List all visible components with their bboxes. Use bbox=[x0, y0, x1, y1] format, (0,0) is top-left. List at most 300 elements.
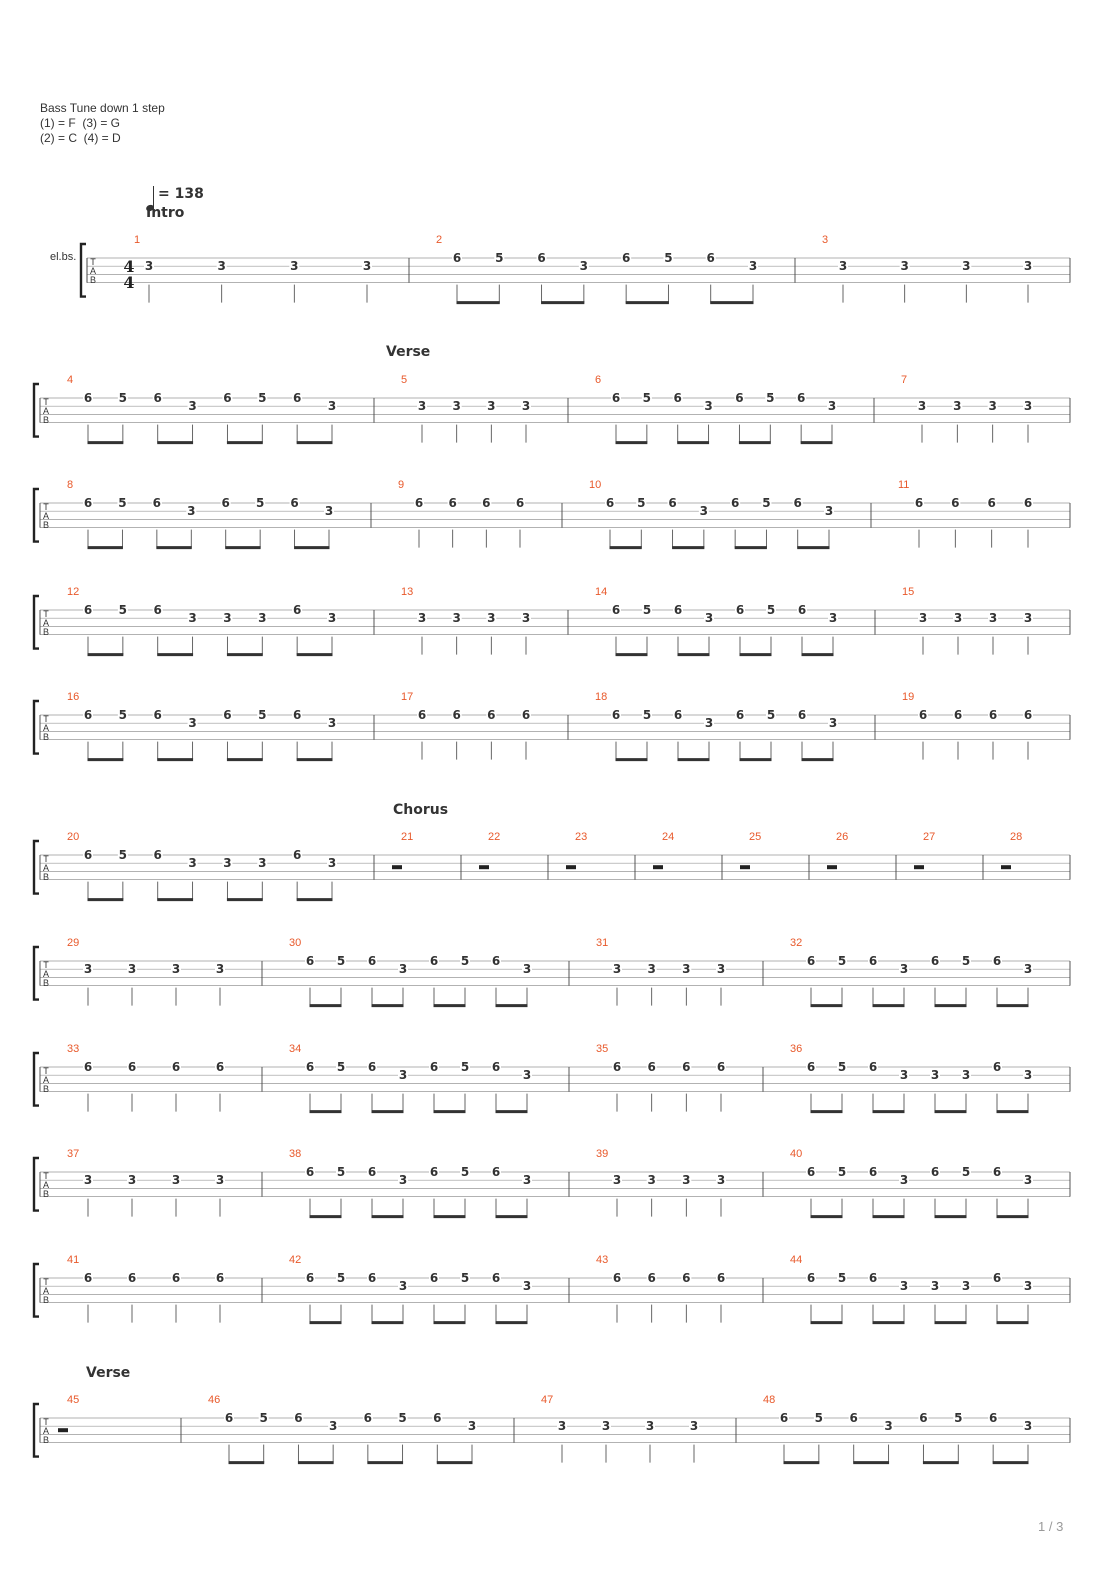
fret-number: 5 bbox=[495, 251, 504, 265]
measure-number: 23 bbox=[575, 831, 588, 843]
fret-number: 3 bbox=[1023, 1173, 1033, 1188]
fret-number: 5 bbox=[642, 603, 652, 617]
fret-number: 3 bbox=[1023, 1068, 1033, 1083]
fret-number: 3 bbox=[217, 259, 226, 274]
fret-number: 6 bbox=[83, 1060, 93, 1074]
fret-number: 5 bbox=[118, 848, 128, 862]
fret-number: 6 bbox=[668, 496, 677, 510]
fret-number: 3 bbox=[171, 962, 181, 977]
measure-number: 8 bbox=[67, 479, 74, 491]
tab-clef-letter: A bbox=[42, 863, 50, 873]
fret-number: 6 bbox=[292, 708, 302, 722]
fret-number: 6 bbox=[487, 708, 496, 722]
fret-number: 6 bbox=[491, 954, 501, 968]
fret-number: 3 bbox=[699, 504, 709, 519]
measure-number: 24 bbox=[662, 831, 675, 843]
measure-number: 41 bbox=[67, 1254, 80, 1266]
measure-number: 22 bbox=[488, 831, 501, 843]
fret-number: 6 bbox=[367, 1271, 377, 1285]
fret-number: 6 bbox=[153, 848, 162, 862]
fret-number: 6 bbox=[491, 1271, 501, 1285]
tab-clef-letter: A bbox=[42, 969, 50, 979]
fret-number: 6 bbox=[951, 496, 960, 510]
fret-number: 5 bbox=[258, 391, 267, 405]
rest-icon bbox=[914, 865, 924, 869]
fret-number: 6 bbox=[673, 708, 683, 722]
measure-number: 33 bbox=[67, 1043, 80, 1055]
fret-number: 3 bbox=[962, 259, 971, 274]
system-bracket bbox=[34, 701, 39, 754]
fret-number: 6 bbox=[992, 1165, 1002, 1179]
fret-number: 6 bbox=[992, 1060, 1002, 1074]
fret-number: 6 bbox=[706, 251, 715, 265]
measure-number: 17 bbox=[401, 691, 414, 703]
tab-clef-letter: T bbox=[43, 1277, 49, 1287]
fret-number: 6 bbox=[716, 1060, 726, 1074]
measure-number: 1 bbox=[134, 234, 141, 246]
fret-number: 3 bbox=[899, 1173, 909, 1188]
fret-number: 6 bbox=[305, 1060, 315, 1074]
fret-number: 3 bbox=[83, 962, 93, 977]
measure-number: 21 bbox=[401, 831, 414, 843]
fret-number: 5 bbox=[118, 496, 127, 510]
fret-number: 3 bbox=[1023, 611, 1033, 626]
fret-number: 3 bbox=[258, 611, 267, 626]
tab-clef-letter: B bbox=[42, 1295, 50, 1305]
fret-number: 6 bbox=[153, 391, 162, 405]
fret-number: 5 bbox=[954, 1411, 963, 1425]
measure-number: 47 bbox=[541, 1394, 554, 1406]
fret-number: 6 bbox=[152, 496, 162, 510]
measure-number: 29 bbox=[67, 937, 80, 949]
fret-number: 5 bbox=[837, 954, 847, 968]
fret-number: 6 bbox=[482, 496, 491, 510]
tab-clef-letter: T bbox=[43, 854, 49, 864]
fret-number: 3 bbox=[930, 1068, 940, 1083]
measure-number: 5 bbox=[401, 374, 408, 386]
fret-number: 5 bbox=[336, 954, 346, 968]
fret-number: 6 bbox=[127, 1060, 137, 1074]
system-bracket bbox=[34, 1158, 39, 1211]
fret-number: 5 bbox=[766, 708, 776, 722]
tab-clef-letter: B bbox=[42, 978, 50, 988]
fret-number: 6 bbox=[215, 1060, 225, 1074]
fret-number: 6 bbox=[305, 954, 315, 968]
fret-number: 6 bbox=[1023, 708, 1033, 722]
fret-number: 3 bbox=[899, 1279, 909, 1294]
fret-number: 6 bbox=[153, 603, 162, 617]
fret-number: 6 bbox=[292, 603, 302, 617]
fret-number: 6 bbox=[953, 708, 963, 722]
fret-number: 6 bbox=[779, 1411, 789, 1425]
rest-icon bbox=[392, 865, 402, 869]
fret-number: 6 bbox=[429, 1165, 439, 1179]
time-signature-bottom: 4 bbox=[123, 273, 135, 292]
fret-number: 3 bbox=[452, 611, 461, 626]
fret-number: 5 bbox=[118, 391, 128, 405]
fret-number: 3 bbox=[1023, 399, 1033, 414]
rest-icon bbox=[653, 865, 663, 869]
measure-number: 12 bbox=[67, 586, 80, 598]
fret-number: 6 bbox=[433, 1411, 442, 1425]
measure-number: 27 bbox=[923, 831, 936, 843]
fret-number: 3 bbox=[127, 962, 137, 977]
fret-number: 3 bbox=[83, 1173, 93, 1188]
system-bracket bbox=[34, 596, 39, 649]
fret-number: 6 bbox=[868, 1165, 878, 1179]
fret-number: 3 bbox=[522, 1068, 532, 1083]
fret-number: 6 bbox=[612, 1271, 622, 1285]
measure-number: 10 bbox=[589, 479, 602, 491]
rest-icon bbox=[566, 865, 576, 869]
fret-number: 3 bbox=[647, 1173, 656, 1188]
fret-number: 6 bbox=[215, 1271, 225, 1285]
fret-number: 6 bbox=[730, 496, 740, 510]
fret-number: 3 bbox=[682, 1173, 691, 1188]
fret-number: 6 bbox=[223, 391, 232, 405]
fret-number: 6 bbox=[735, 603, 745, 617]
tab-clef-letter: B bbox=[42, 732, 50, 742]
fret-number: 3 bbox=[327, 716, 337, 731]
fret-number: 6 bbox=[919, 1411, 928, 1425]
fret-number: 6 bbox=[930, 1165, 940, 1179]
fret-number: 3 bbox=[398, 1068, 408, 1083]
tempo-value: = 138 bbox=[158, 186, 204, 202]
fret-number: 6 bbox=[83, 391, 93, 405]
fret-number: 3 bbox=[612, 962, 622, 977]
fret-number: 5 bbox=[336, 1060, 346, 1074]
fret-number: 6 bbox=[290, 496, 299, 510]
measure-number: 2 bbox=[436, 234, 443, 246]
fret-number: 3 bbox=[645, 1419, 655, 1434]
fret-number: 6 bbox=[367, 1060, 377, 1074]
fret-number: 6 bbox=[735, 391, 744, 405]
fret-number: 3 bbox=[884, 1419, 893, 1434]
fret-number: 3 bbox=[327, 611, 337, 626]
tuning-line: (2) = C (4) = D bbox=[40, 131, 121, 145]
fret-number: 6 bbox=[83, 1271, 93, 1285]
fret-number: 3 bbox=[417, 611, 427, 626]
tab-clef-letter: B bbox=[89, 275, 97, 285]
tuning-line: Bass Tune down 1 step bbox=[40, 101, 165, 115]
fret-number: 6 bbox=[515, 496, 525, 510]
system-bracket bbox=[81, 244, 86, 297]
fret-number: 6 bbox=[868, 1271, 878, 1285]
fret-number: 6 bbox=[806, 954, 816, 968]
measure-number: 48 bbox=[763, 1394, 776, 1406]
measure-number: 15 bbox=[902, 586, 915, 598]
tab-clef-letter: T bbox=[43, 609, 49, 619]
measure-number: 28 bbox=[1010, 831, 1023, 843]
tab-clef-letter: T bbox=[43, 960, 49, 970]
fret-number: 5 bbox=[766, 391, 775, 405]
tab-clef-letter: T bbox=[43, 1066, 49, 1076]
fret-number: 6 bbox=[806, 1271, 816, 1285]
fret-number: 6 bbox=[292, 391, 302, 405]
fret-number: 3 bbox=[689, 1419, 699, 1434]
measure-number: 6 bbox=[595, 374, 602, 386]
fret-number: 6 bbox=[127, 1271, 137, 1285]
tab-clef-letter: A bbox=[42, 406, 50, 416]
fret-number: 6 bbox=[621, 251, 631, 265]
section-label-verse-2: Verse bbox=[86, 1365, 131, 1381]
fret-number: 3 bbox=[953, 611, 963, 626]
fret-number: 6 bbox=[221, 496, 230, 510]
fret-number: 3 bbox=[918, 611, 928, 626]
fret-number: 6 bbox=[83, 603, 93, 617]
fret-number: 5 bbox=[837, 1271, 847, 1285]
fret-number: 3 bbox=[557, 1419, 567, 1434]
fret-number: 6 bbox=[793, 496, 802, 510]
fret-number: 3 bbox=[362, 259, 372, 274]
fret-number: 3 bbox=[398, 1279, 408, 1294]
fret-number: 5 bbox=[336, 1271, 346, 1285]
fret-number: 3 bbox=[467, 1419, 477, 1434]
fret-number: 3 bbox=[704, 611, 714, 626]
fret-number: 6 bbox=[521, 708, 531, 722]
fret-number: 3 bbox=[327, 856, 337, 871]
measure-number: 36 bbox=[790, 1043, 803, 1055]
fret-number: 3 bbox=[215, 962, 225, 977]
fret-number: 3 bbox=[647, 962, 656, 977]
instrument-label: el.bs. bbox=[50, 251, 77, 263]
fret-number: 5 bbox=[118, 603, 128, 617]
fret-number: 5 bbox=[766, 603, 776, 617]
fret-number: 5 bbox=[814, 1411, 824, 1425]
tab-clef-letter: A bbox=[42, 723, 50, 733]
fret-number: 3 bbox=[828, 611, 838, 626]
fret-number: 3 bbox=[521, 399, 531, 414]
fret-number: 6 bbox=[223, 708, 232, 722]
tab-clef-letter: A bbox=[89, 266, 97, 276]
fret-number: 3 bbox=[1023, 1279, 1033, 1294]
time-signature-top: 4 bbox=[123, 257, 135, 276]
tab-clef-letter: A bbox=[42, 1180, 50, 1190]
fret-number: 6 bbox=[537, 251, 546, 265]
fret-number: 3 bbox=[704, 399, 713, 414]
tab-clef-letter: A bbox=[42, 1426, 50, 1436]
fret-number: 5 bbox=[642, 391, 652, 405]
fret-number: 3 bbox=[521, 611, 531, 626]
fret-number: 3 bbox=[988, 611, 998, 626]
fret-number: 5 bbox=[837, 1060, 847, 1074]
fret-number: 6 bbox=[868, 1060, 878, 1074]
system-bracket bbox=[34, 1264, 39, 1317]
tab-clef-letter: A bbox=[42, 511, 50, 521]
fret-number: 6 bbox=[806, 1165, 816, 1179]
measure-number: 18 bbox=[595, 691, 608, 703]
rest-icon bbox=[58, 1428, 68, 1432]
tab-clef-letter: T bbox=[43, 714, 49, 724]
fret-number: 6 bbox=[83, 496, 93, 510]
fret-number: 5 bbox=[460, 1060, 470, 1074]
fret-number: 5 bbox=[255, 496, 265, 510]
fret-number: 3 bbox=[827, 399, 837, 414]
measure-number: 46 bbox=[208, 1394, 221, 1406]
fret-number: 3 bbox=[899, 1068, 909, 1083]
tab-clef-letter: B bbox=[42, 415, 50, 425]
measure-number: 11 bbox=[898, 479, 910, 491]
fret-number: 3 bbox=[961, 1279, 971, 1294]
fret-number: 6 bbox=[988, 708, 998, 722]
measure-number: 42 bbox=[289, 1254, 302, 1266]
system-bracket bbox=[34, 1404, 39, 1457]
fret-number: 6 bbox=[491, 1165, 501, 1179]
fret-number: 6 bbox=[988, 1411, 998, 1425]
measure-number: 43 bbox=[596, 1254, 609, 1266]
fret-number: 5 bbox=[336, 1165, 346, 1179]
fret-number: 3 bbox=[612, 1173, 622, 1188]
fret-number: 6 bbox=[171, 1060, 181, 1074]
fret-number: 3 bbox=[522, 1173, 532, 1188]
measure-number: 25 bbox=[749, 831, 762, 843]
fret-number: 3 bbox=[327, 399, 337, 414]
measure-number: 45 bbox=[67, 1394, 80, 1406]
fret-number: 6 bbox=[735, 708, 745, 722]
tab-clef-letter: T bbox=[90, 257, 96, 267]
fret-number: 3 bbox=[917, 399, 927, 414]
fret-number: 3 bbox=[716, 1173, 726, 1188]
fret-number: 6 bbox=[83, 848, 93, 862]
fret-number: 6 bbox=[294, 1411, 303, 1425]
fret-number: 3 bbox=[398, 962, 408, 977]
fret-number: 3 bbox=[324, 504, 334, 519]
system-bracket bbox=[34, 841, 39, 894]
tab-clef-letter: B bbox=[42, 520, 50, 530]
tuning-line: (1) = F (3) = G bbox=[40, 116, 121, 130]
fret-number: 3 bbox=[838, 259, 848, 274]
fret-number: 6 bbox=[305, 1271, 315, 1285]
system-bracket bbox=[34, 947, 39, 1000]
fret-number: 6 bbox=[647, 1060, 656, 1074]
fret-number: 3 bbox=[452, 399, 461, 414]
measure-number: 40 bbox=[790, 1148, 803, 1160]
fret-number: 6 bbox=[448, 496, 457, 510]
system-bracket bbox=[34, 384, 39, 437]
measure-number: 26 bbox=[836, 831, 849, 843]
fret-number: 6 bbox=[682, 1060, 691, 1074]
fret-number: 5 bbox=[961, 1165, 971, 1179]
measure-number: 16 bbox=[67, 691, 80, 703]
measure-number: 3 bbox=[822, 234, 829, 246]
fret-number: 6 bbox=[797, 708, 807, 722]
fret-number: 3 bbox=[522, 962, 532, 977]
fret-number: 3 bbox=[961, 1068, 971, 1083]
fret-number: 5 bbox=[637, 496, 646, 510]
fret-number: 5 bbox=[460, 954, 470, 968]
fret-number: 3 bbox=[144, 259, 154, 274]
rest-icon bbox=[479, 865, 489, 869]
fret-number: 6 bbox=[429, 1060, 439, 1074]
fret-number: 3 bbox=[899, 962, 909, 977]
fret-number: 5 bbox=[837, 1165, 847, 1179]
fret-number: 5 bbox=[961, 954, 971, 968]
tab-clef-letter: T bbox=[43, 1171, 49, 1181]
fret-number: 3 bbox=[188, 856, 197, 871]
fret-number: 3 bbox=[258, 856, 267, 871]
fret-number: 3 bbox=[704, 716, 714, 731]
fret-number: 6 bbox=[452, 708, 461, 722]
fret-number: 3 bbox=[223, 611, 232, 626]
fret-number: 3 bbox=[522, 1279, 532, 1294]
fret-number: 5 bbox=[258, 708, 267, 722]
measure-number: 14 bbox=[595, 586, 608, 598]
fret-number: 6 bbox=[992, 954, 1002, 968]
fret-number: 6 bbox=[1023, 496, 1033, 510]
fret-number: 6 bbox=[849, 1411, 858, 1425]
measure-number: 30 bbox=[289, 937, 302, 949]
fret-number: 3 bbox=[1023, 259, 1033, 274]
fret-number: 5 bbox=[762, 496, 771, 510]
tab-clef-letter: T bbox=[43, 502, 49, 512]
fret-number: 5 bbox=[118, 708, 128, 722]
fret-number: 6 bbox=[417, 708, 427, 722]
fret-number: 6 bbox=[224, 1411, 234, 1425]
fret-number: 6 bbox=[414, 496, 424, 510]
fret-number: 3 bbox=[188, 611, 197, 626]
fret-number: 6 bbox=[292, 848, 302, 862]
fret-number: 6 bbox=[673, 391, 682, 405]
fret-number: 3 bbox=[417, 399, 427, 414]
fret-number: 5 bbox=[259, 1411, 268, 1425]
fret-number: 3 bbox=[290, 259, 299, 274]
fret-number: 5 bbox=[642, 708, 652, 722]
tab-clef-letter: B bbox=[42, 1189, 50, 1199]
fret-number: 6 bbox=[992, 1271, 1002, 1285]
rest-icon bbox=[740, 865, 750, 869]
section-label-intro: Intro bbox=[146, 205, 185, 221]
fret-number: 3 bbox=[682, 962, 691, 977]
fret-number: 6 bbox=[673, 603, 683, 617]
fret-number: 6 bbox=[367, 954, 377, 968]
fret-number: 6 bbox=[868, 954, 878, 968]
fret-number: 6 bbox=[716, 1271, 726, 1285]
measure-number: 20 bbox=[67, 831, 80, 843]
fret-number: 3 bbox=[748, 259, 758, 274]
tab-clef-letter: A bbox=[42, 618, 50, 628]
measure-number: 44 bbox=[790, 1254, 803, 1266]
fret-number: 3 bbox=[398, 1173, 408, 1188]
measure-number: 32 bbox=[790, 937, 803, 949]
fret-number: 3 bbox=[1023, 962, 1033, 977]
system-bracket bbox=[34, 1053, 39, 1106]
fret-number: 6 bbox=[612, 1060, 622, 1074]
tab-clef-letter: B bbox=[42, 627, 50, 637]
fret-number: 6 bbox=[171, 1271, 181, 1285]
fret-number: 6 bbox=[930, 954, 940, 968]
measure-number: 34 bbox=[289, 1043, 302, 1055]
fret-number: 6 bbox=[83, 708, 93, 722]
measure-number: 37 bbox=[67, 1148, 80, 1160]
measure-number: 7 bbox=[901, 374, 908, 386]
measure-number: 9 bbox=[398, 479, 405, 491]
fret-number: 3 bbox=[328, 1419, 338, 1434]
rest-icon bbox=[827, 865, 837, 869]
fret-number: 6 bbox=[806, 1060, 816, 1074]
fret-number: 3 bbox=[215, 1173, 225, 1188]
fret-number: 3 bbox=[579, 259, 589, 274]
fret-number: 6 bbox=[987, 496, 996, 510]
measure-number: 38 bbox=[289, 1148, 302, 1160]
fret-number: 6 bbox=[452, 251, 462, 265]
measure-number: 31 bbox=[596, 937, 609, 949]
fret-number: 6 bbox=[429, 954, 439, 968]
measure-number: 4 bbox=[67, 374, 74, 386]
fret-number: 3 bbox=[716, 962, 726, 977]
fret-number: 3 bbox=[223, 856, 232, 871]
measure-number: 19 bbox=[902, 691, 915, 703]
tab-clef-letter: T bbox=[43, 1417, 49, 1427]
